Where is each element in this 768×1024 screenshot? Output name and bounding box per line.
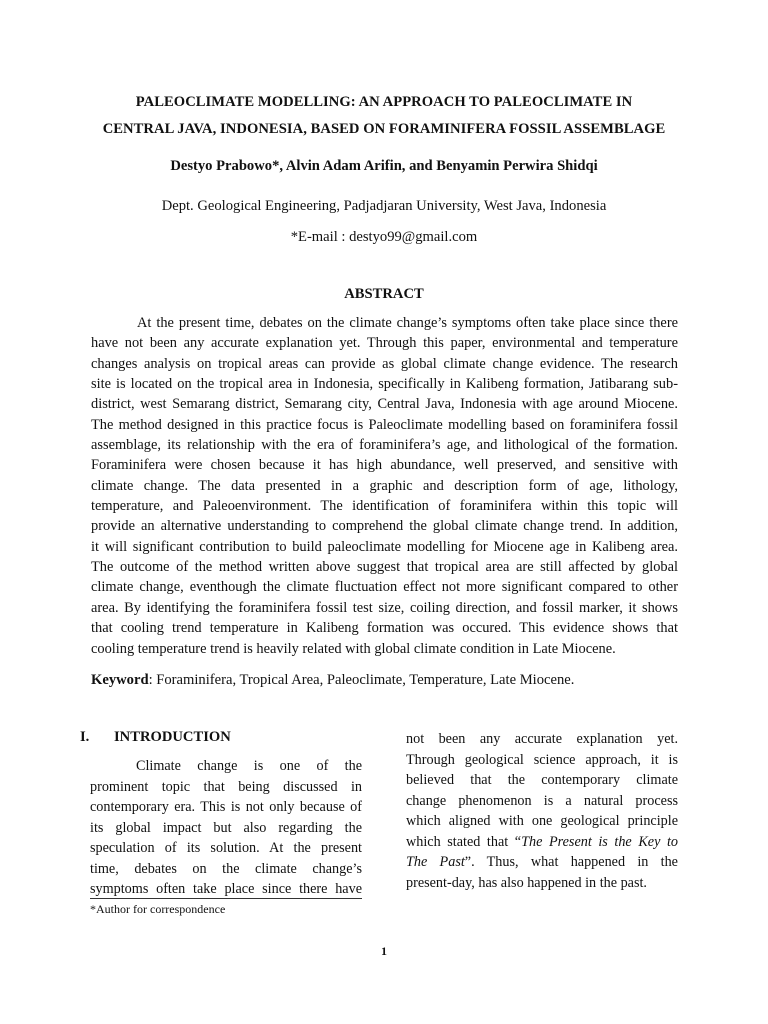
intro-line: believed that the contemporary climate bbox=[406, 772, 678, 788]
intro-line: Through geological science approach, it is bbox=[406, 751, 678, 768]
footnote: *Author for correspondence bbox=[90, 902, 226, 916]
abstract-line: temperature, and Paleoenvironment. The identification of foraminifera within this topic will bbox=[91, 498, 678, 515]
abstract-line: area. By identifying the foraminifera fossil test size, coiling direction, and fossil marker, it shows bbox=[91, 599, 678, 616]
keyword-label: Keyword bbox=[91, 672, 149, 688]
abstract-line: At the present time, debates on the climate change’s symptoms often take place since there bbox=[137, 315, 678, 331]
intro-line: symptoms often take place since there have bbox=[90, 881, 362, 897]
abstract-line: The method designed in this practice focus is Paleoclimate modelling based on foraminifera fossil bbox=[91, 416, 678, 433]
abstract-line: Foraminifera were chosen because it has high abundance, well preserved, and sensitive with bbox=[91, 457, 678, 474]
left-column bbox=[90, 756, 362, 900]
abstract-line: cooling temperature trend is heavily related with global climate condition in Late Miocene. bbox=[91, 640, 616, 657]
paper-title-line-2: CENTRAL JAVA, INDONESIA, BASED ON FORAMINIFERA FOSSIL ASSEMBLAGE bbox=[102, 121, 666, 137]
abstract-line: climate change. The data presented in a graphic and description form of age, lithology, bbox=[91, 477, 678, 494]
quote-suffix: ”. Thus, what happened in the bbox=[464, 854, 678, 870]
abstract-line: changes analysis on tropical areas can provide as global climate change evidence. The research bbox=[91, 355, 678, 372]
author-list: Destyo Prabowo*, Alvin Adam Arifin, and Benyamin Perwira Shidqi bbox=[170, 158, 598, 174]
intro-line: its global impact but also regarding the bbox=[90, 819, 362, 836]
intro-line: prominent topic that being discussed in bbox=[90, 778, 362, 795]
abstract-line: have not been any accurate explanation yet. Through this paper, environmental and temperature bbox=[91, 335, 678, 352]
quote-italic: The Present is the Key to bbox=[521, 833, 678, 850]
section-heading bbox=[80, 729, 231, 746]
intro-line: speculation of its solution. At the present bbox=[90, 840, 362, 856]
abstract-line: that cooling trend temperature in Kalibeng formation was occured. This evidence shows that bbox=[91, 620, 678, 637]
intro-line bbox=[406, 852, 678, 873]
section-title: INTRODUCTION bbox=[114, 729, 231, 745]
intro-line: which aligned with one geological principle bbox=[406, 813, 678, 829]
intro-line: time, debates on the climate change’s bbox=[90, 860, 362, 877]
right-column bbox=[406, 729, 678, 893]
affiliation: Dept. Geological Engineering, Padjadjaran University, West Java, Indonesia bbox=[161, 198, 607, 214]
abstract-line: district, west Semarang district, Semarang city, Central Java, Indonesia with age around Miocene. bbox=[91, 396, 678, 413]
abstract-body bbox=[91, 313, 678, 659]
intro-line: change phenomenon is a natural process bbox=[406, 792, 678, 809]
footnote-divider bbox=[90, 898, 362, 899]
abstract-line: The outcome of the method written above suggest that tropical area are still affected by global bbox=[91, 559, 678, 576]
keyword-line bbox=[91, 672, 678, 689]
paper-title-line-1: PALEOCLIMATE MODELLING: AN APPROACH TO PALEOCLIMATE IN bbox=[135, 94, 633, 110]
abstract-line: assemblage, its relationship with the era of foraminifera’s age, and lithological of the formation. bbox=[91, 437, 678, 454]
contact-email: *E-mail : destyo99@gmail.com bbox=[290, 229, 478, 245]
keyword-list: : Foraminifera, Tropical Area, Paleoclimate, Temperature, Late Miocene. bbox=[148, 672, 575, 688]
quote-italic-end: The Past bbox=[406, 854, 465, 870]
intro-line bbox=[406, 832, 678, 853]
abstract-line: it will significant contribution to build paleoclimate modelling for Miocene age in Kalibeng area. bbox=[91, 538, 678, 555]
quote-prefix: which stated that “ bbox=[406, 833, 522, 850]
intro-line: not been any accurate explanation yet. bbox=[406, 731, 678, 747]
abstract-line: provide an alternative understanding to comprehend the global climate change trend. In addition, bbox=[91, 518, 678, 535]
intro-line: Climate change is one of the bbox=[136, 758, 362, 774]
abstract-heading: ABSTRACT bbox=[344, 286, 424, 302]
abstract-line: climate change, eventhough the climate fluctuation effect not more significant compared to other bbox=[91, 579, 678, 596]
section-number: I. bbox=[80, 729, 90, 745]
intro-line: contemporary era. This is not only because of bbox=[90, 799, 362, 815]
intro-line: present-day, has also happened in the past. bbox=[406, 874, 647, 891]
abstract-line: site is located on the tropical area in Indonesia, specifically in Kalibeng formation, Jatibarang sub- bbox=[91, 376, 678, 393]
page-number: 1 bbox=[381, 944, 387, 958]
